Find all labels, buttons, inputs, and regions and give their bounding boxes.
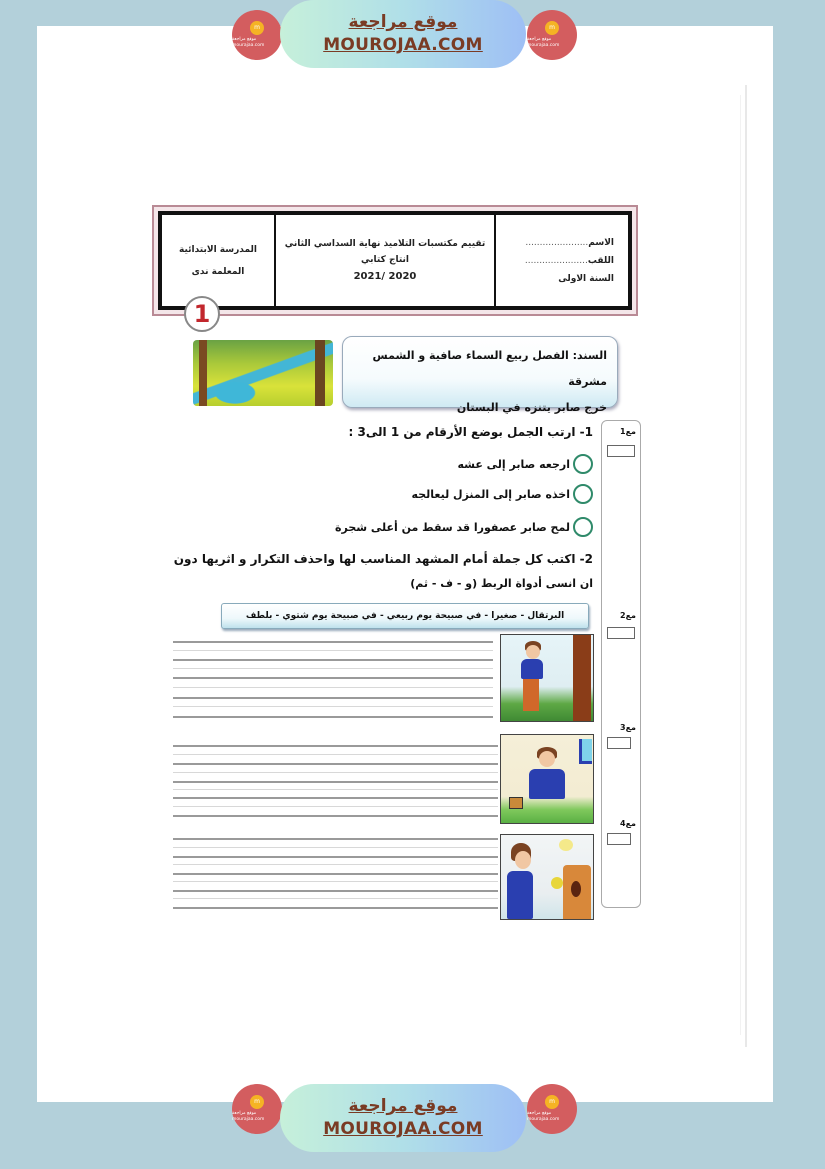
- site-logo-icon: m موقع مراجعة mourajaa.com: [527, 1084, 577, 1134]
- criterion-label: مع4: [620, 819, 636, 828]
- bottom-banner[interactable]: [230, 1084, 580, 1154]
- site-logo-icon: m موقع مراجعة mourajaa.com: [232, 1084, 282, 1134]
- site-logo-icon: m موقع مراجعة mourajaa.com: [527, 10, 577, 60]
- ordering-item[interactable]: ارجعه صابر إلى عشه: [457, 454, 593, 474]
- criterion-score-box[interactable]: [607, 627, 635, 639]
- site-link[interactable]: [280, 0, 526, 68]
- question-2-title: 2- اكتب كل جملة أمام المشهد المناسب لها واحذف التكرار و اثريها دون: [173, 552, 593, 566]
- ordering-item[interactable]: لمح صابر عصفورا قد سقط من أعلى شجرة: [335, 517, 593, 537]
- writing-guide: [173, 687, 493, 688]
- writing-guide: [173, 864, 498, 865]
- writing-guide: [173, 754, 498, 755]
- sanad-line-1: السند: الفصل ربيع السماء صافية و الشمس مشرقة: [372, 349, 607, 388]
- criterion-score-box[interactable]: [607, 833, 631, 845]
- order-circle[interactable]: [573, 517, 593, 537]
- writing-line[interactable]: [173, 907, 498, 909]
- writing-guide: [173, 789, 498, 790]
- site-logo-icon: m موقع مراجعة mourajaa.com: [232, 10, 282, 60]
- site-name-english: MOUROJAA.COM: [323, 1119, 483, 1139]
- page-number-badge: 1: [184, 296, 220, 332]
- question-2-subtitle: ان انسى أدواة الربط (و - ف - ثم): [410, 577, 593, 590]
- student-cell: [494, 215, 628, 306]
- top-banner[interactable]: [230, 0, 580, 70]
- criterion-score-box[interactable]: [607, 445, 635, 457]
- sanad-line-2: خرج صابر يتنزه في البستان: [456, 401, 607, 414]
- criterion-label: مع3: [620, 723, 636, 732]
- writing-line[interactable]: [173, 797, 498, 799]
- scene-image-boy-treats-bird: [500, 734, 594, 824]
- writing-line[interactable]: [173, 763, 498, 765]
- sanad-box: [342, 336, 618, 414]
- writing-guide: [173, 650, 493, 651]
- writing-line[interactable]: [173, 838, 498, 840]
- exam-subject: انتاج كتابي: [361, 255, 409, 265]
- exam-header: [152, 205, 638, 316]
- surname-field[interactable]: اللقب......................: [524, 255, 614, 266]
- criterion-label: مع2: [620, 611, 636, 620]
- writing-guide: [173, 706, 493, 707]
- criterion-label: مع1: [620, 427, 636, 436]
- site-name-arabic: موقع مراجعة: [348, 1096, 458, 1116]
- writing-line[interactable]: [173, 745, 498, 747]
- site-link[interactable]: [280, 1084, 526, 1152]
- criterion-score-box[interactable]: [607, 737, 631, 749]
- writing-line[interactable]: [173, 677, 493, 679]
- writing-guide: [173, 847, 498, 848]
- word-bank: البرتقال - صغيرا - في صبيحة يوم ربيعي - في صبيحة يوم شتوي - بلطف: [221, 603, 589, 629]
- title-cell: [274, 215, 494, 306]
- order-circle[interactable]: [573, 454, 593, 474]
- school-cell: [162, 215, 274, 306]
- writing-line[interactable]: [173, 641, 493, 643]
- scene-image-boy-returns-bird: [500, 834, 594, 920]
- page-edge-line: [745, 85, 747, 1047]
- exam-title: تقييم مكتسبات التلاميذ نهاية السداسي الثاني: [284, 239, 486, 249]
- page-edge-line: [740, 95, 741, 1035]
- site-name-english: MOUROJAA.COM: [323, 35, 483, 55]
- scene-image-boy-finds-bird: [500, 634, 594, 722]
- name-field[interactable]: الاسم......................: [525, 237, 614, 248]
- writing-line[interactable]: [173, 873, 498, 875]
- school-name: المدرسة الابتدائية: [179, 244, 257, 255]
- order-circle[interactable]: [573, 484, 593, 504]
- writing-guide: [173, 806, 498, 807]
- question-1-title: 1- ارتب الجمل بوضع الأرقام من 1 الى3 :: [348, 425, 593, 439]
- writing-line[interactable]: [173, 890, 498, 892]
- writing-guide: [173, 881, 498, 882]
- ordering-item[interactable]: اخذه صابر إلى المنزل ليعالجه: [412, 484, 593, 504]
- grade-label: السنة الاولى: [558, 273, 614, 284]
- school-year: 2021/ 2020: [353, 271, 417, 282]
- site-name-arabic: موقع مراجعة: [348, 12, 458, 32]
- writing-line[interactable]: [173, 815, 498, 817]
- writing-line[interactable]: [173, 856, 498, 858]
- criteria-column: [601, 420, 641, 908]
- writing-line[interactable]: [173, 697, 493, 699]
- writing-guide: [173, 668, 493, 669]
- writing-line[interactable]: [173, 716, 493, 718]
- writing-line[interactable]: [173, 781, 498, 783]
- garden-river-image: [193, 340, 333, 406]
- writing-line[interactable]: [173, 659, 493, 661]
- writing-guide: [173, 772, 498, 773]
- teacher-name: المعلمة ندى: [191, 266, 245, 277]
- writing-guide: [173, 898, 498, 899]
